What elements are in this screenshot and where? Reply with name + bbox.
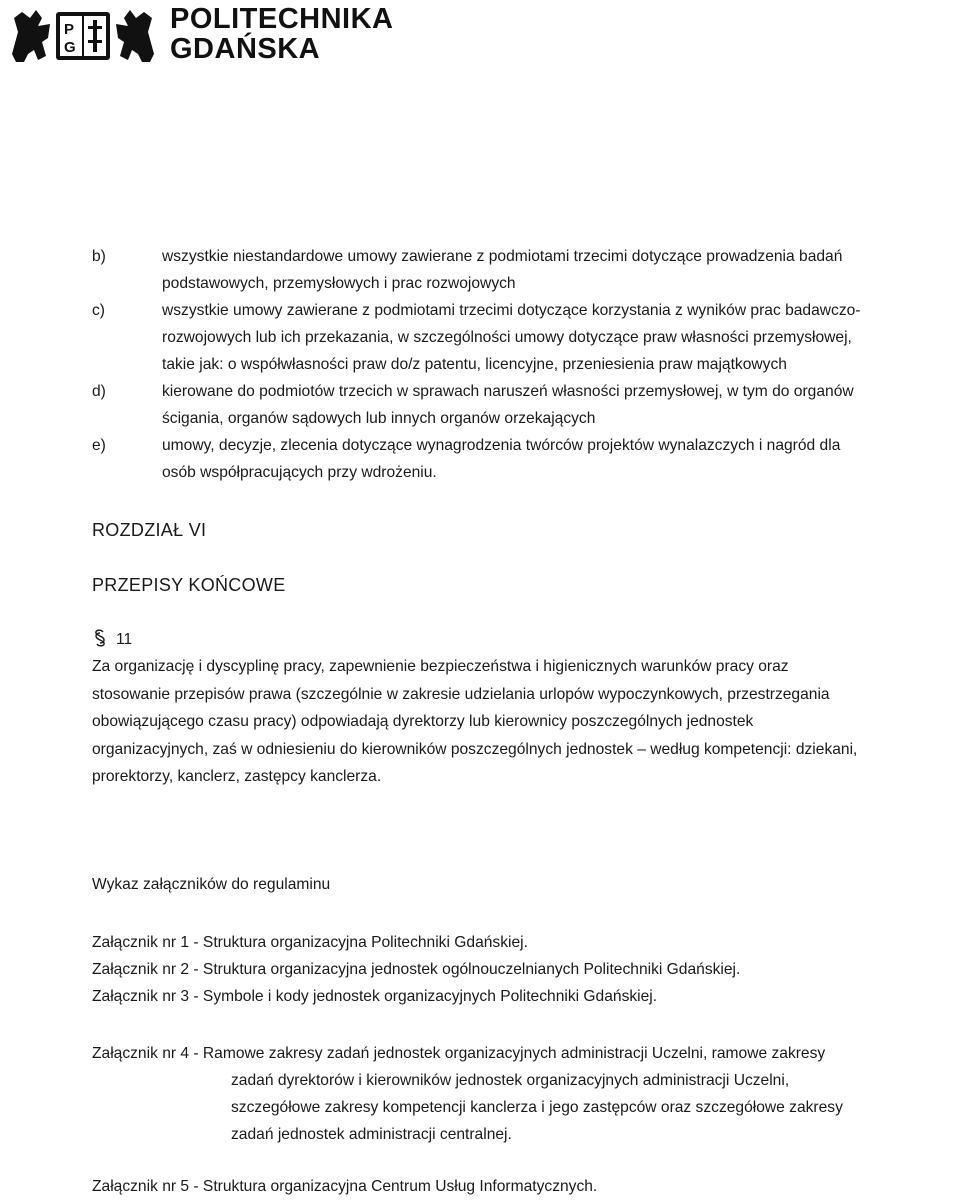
- list-line: ścigania, organów sądowych lub innych organów orzekających: [162, 410, 596, 427]
- paragraph-number: [92, 629, 132, 649]
- attachment-4: [92, 1040, 843, 1148]
- list-marker: b): [92, 248, 106, 265]
- attachment-4-line: zadań jednostek administracji centralnej.: [231, 1126, 512, 1143]
- list-line: umowy, decyzje, zlecenia dotyczące wynagrodzenia twórców projektów wynalazczych i nagród dla: [162, 437, 841, 454]
- list-marker: d): [92, 383, 106, 400]
- list-item-b: [92, 243, 952, 297]
- crest-letter-p: P: [64, 21, 75, 38]
- crest-letter-g: G: [64, 39, 76, 56]
- list-line: osób współpracujących przy wdrożeniu.: [162, 464, 437, 481]
- paragraph-line: stosowanie przepisów prawa (szczególnie w zakresie udzielania urlopów wypoczynkowych, przestrzegania: [92, 685, 830, 703]
- paragraph-line: organizacyjnych, zaś w odniesieniu do kierowników poszczególnych jednostek – według kompetencji: dziekani,: [92, 740, 858, 758]
- list-marker: c): [92, 302, 105, 319]
- attachment-4-line: Załącznik nr 4 - Ramowe zakresy zadań jednostek organizacyjnych administracji Uczelni, ramowe zakresy: [92, 1045, 826, 1062]
- attachment-3: Załącznik nr 3 - Symbole i kody jednostek organizacyjnych Politechniki Gdańskiej.: [92, 988, 658, 1005]
- list-line: rozwojowych lub ich przekazania, w szczególności umowy dotyczące praw własności przemysłowej,: [162, 329, 852, 346]
- list-line: podstawowych, przemysłowych i prac rozwojowych: [162, 275, 516, 292]
- responsibilities-list: [92, 243, 952, 486]
- section-sign-icon: [92, 631, 116, 648]
- paragraph-number-value: 11: [116, 631, 133, 648]
- chapter-title: PRZEPISY KOŃCOWE: [92, 575, 286, 595]
- list-line: kierowane do podmiotów trzecich w sprawach naruszeń własności przemysłowej, w tym do organów: [162, 383, 854, 400]
- attachment-list: [92, 929, 740, 1010]
- list-item-c: [92, 297, 952, 378]
- list-item-e: [92, 432, 952, 486]
- attachment-4-line: zadań dyrektorów i kierowników jednostek organizacyjnych administracji Uczelni,: [231, 1072, 790, 1089]
- list-line: takie jak: o współwłasności praw do/z patentu, licencyjne, przeniesienia praw majątkowych: [162, 356, 787, 373]
- university-crest-icon: [8, 4, 158, 66]
- attachment-1: Załącznik nr 1 - Struktura organizacyjna Politechniki Gdańskiej.: [92, 934, 528, 951]
- attachment-5: Załącznik nr 5 - Struktura organizacyjna Centrum Usług Informatycznych.: [92, 1178, 598, 1195]
- list-marker: e): [92, 437, 106, 454]
- paragraph-line: prorektorzy, kanclerz, zastępcy kanclerza.: [92, 768, 382, 785]
- attachment-4-line: szczegółowe zakresy kompetencji kanclerza i jego zastępców oraz szczegółowe zakresy: [231, 1099, 843, 1116]
- logo-line-1: POLITECHNIKA: [170, 3, 394, 35]
- paragraph-line: obowiązującego czasu pracy) odpowiadają dyrektorzy lub kierownicy poszczególnych jednostek: [92, 713, 754, 730]
- chapter-heading: ROZDZIAŁ VI: [92, 520, 207, 540]
- list-line: wszystkie niestandardowe umowy zawierane z podmiotami trzecimi dotyczące prowadzenia badań: [162, 248, 843, 265]
- attachment-2: Załącznik nr 2 - Struktura organizacyjna jednostek ogólnouczelnianych Politechniki Gdańskiej.: [92, 961, 741, 978]
- logo-wordmark: [170, 5, 394, 65]
- logo-line-2: GDAŃSKA: [170, 33, 321, 65]
- list-item-d: [92, 378, 952, 432]
- attachments-title: Wykaz załączników do regulaminu: [92, 876, 331, 893]
- paragraph-line: Za organizację i dyscyplinę pracy, zapewnienie bezpieczeństwa i higienicznych warunków pracy oraz: [92, 658, 789, 675]
- university-logo: [8, 4, 394, 66]
- paragraph-text: [92, 653, 857, 791]
- list-line: wszystkie umowy zawierane z podmiotami trzecimi dotyczące korzystania z wyników prac badawczo-: [162, 302, 861, 319]
